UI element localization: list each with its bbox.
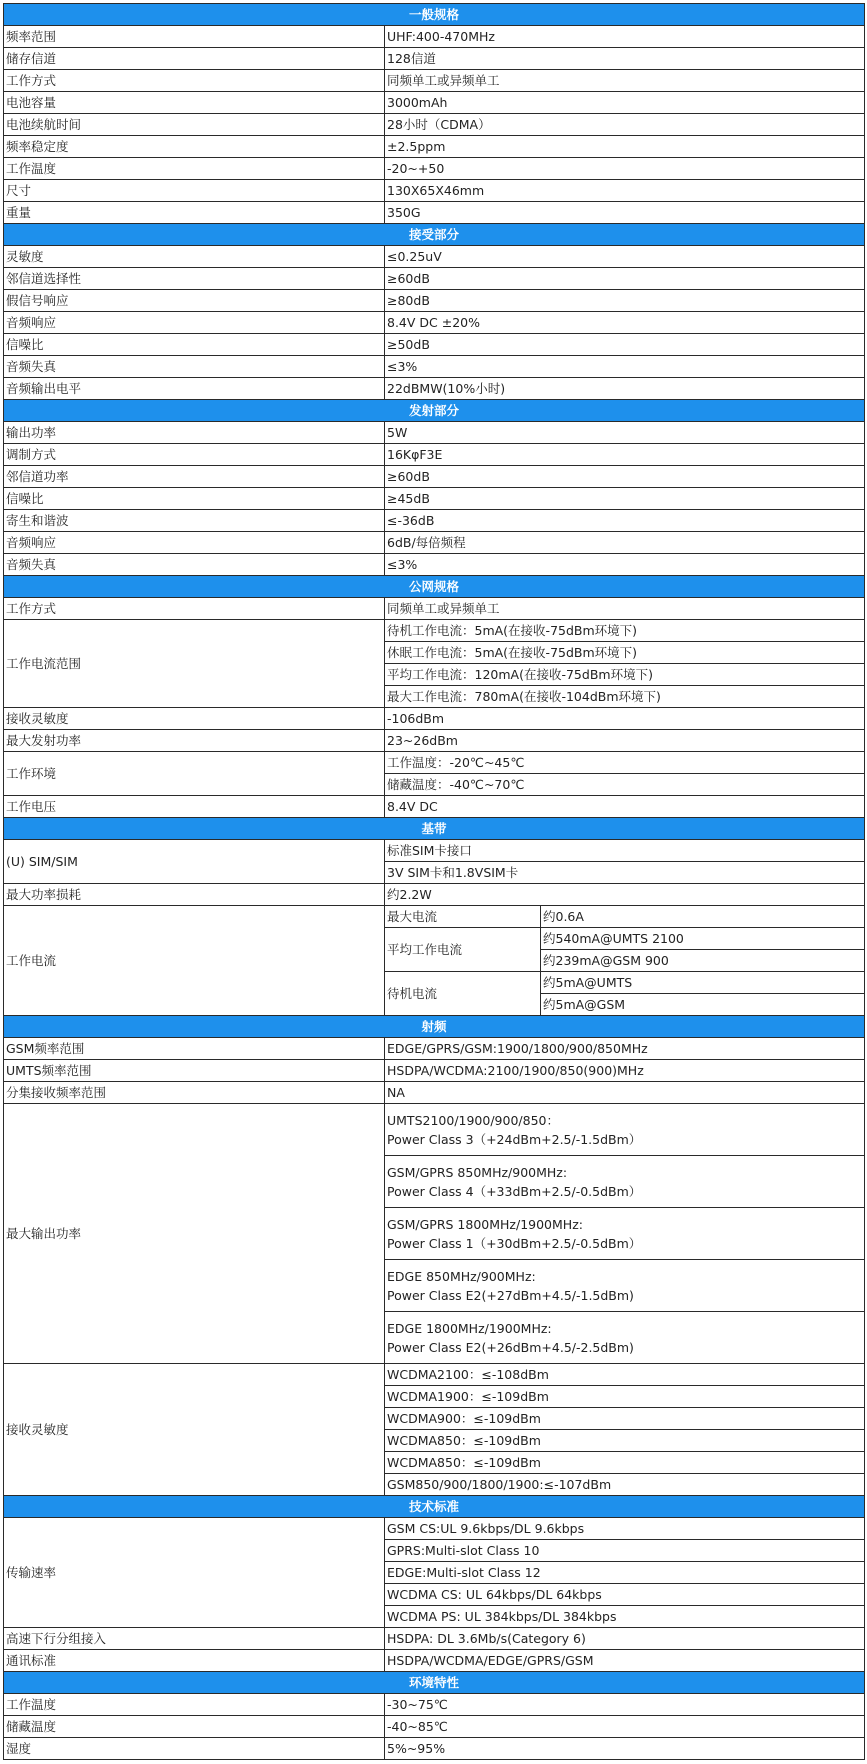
table-row (4, 1694, 865, 1716)
row-value: 约5mA@GSM (541, 994, 865, 1016)
row-value: ≤-36dB (385, 510, 865, 532)
section-row (4, 1672, 865, 1694)
row-value: 约5mA@UMTS (541, 972, 865, 994)
table-row (4, 906, 865, 928)
table-row (4, 752, 865, 774)
row-value: ≥80dB (385, 290, 865, 312)
row-value: 8.4V DC (385, 796, 865, 818)
row-value: EDGE/GPRS/GSM:1900/1800/900/850MHz (385, 1038, 865, 1060)
power-class-cell (385, 1208, 865, 1260)
table-row (4, 246, 865, 268)
table-row (4, 1518, 865, 1540)
power-class-band: GSM/GPRS 850MHz/900MHz: (387, 1164, 568, 1180)
row-value: ≤3% (385, 554, 865, 576)
table-row (4, 312, 865, 334)
row-label: 储存信道 (4, 48, 385, 70)
row-label: 储藏温度 (4, 1716, 385, 1738)
row-value: GSM CS:UL 9.6kbps/DL 9.6kbps (385, 1518, 865, 1540)
row-value: -40~85℃ (385, 1716, 865, 1738)
table-row (4, 730, 865, 752)
table-row (4, 70, 865, 92)
row-label: 湿度 (4, 1738, 385, 1760)
table-row (4, 444, 865, 466)
row-value: 约2.2W (385, 884, 865, 906)
section-row (4, 224, 865, 246)
row-value: WCDMA850：≤-109dBm (385, 1430, 865, 1452)
row-label: 高速下行分组接入 (4, 1628, 385, 1650)
row-label: 信噪比 (4, 488, 385, 510)
table-row (4, 1082, 865, 1104)
power-class-value: Power Class E2(+27dBm+4.5/-1.5dBm) (387, 1287, 634, 1303)
table-row (4, 180, 865, 202)
row-label: 电池容量 (4, 92, 385, 114)
table-row (4, 1038, 865, 1060)
sub-label: 平均工作电流 (385, 928, 541, 972)
row-label: 工作温度 (4, 158, 385, 180)
row-label: 音频响应 (4, 532, 385, 554)
table-row (4, 796, 865, 818)
row-label: 音频失真 (4, 554, 385, 576)
row-label: 假信号响应 (4, 290, 385, 312)
table-row (4, 840, 865, 862)
row-label: 灵敏度 (4, 246, 385, 268)
power-class-cell (385, 1260, 865, 1312)
table-row (4, 136, 865, 158)
row-label: 分集接收频率范围 (4, 1082, 385, 1104)
table-row (4, 488, 865, 510)
row-label: 工作环境 (4, 752, 385, 796)
row-label: 最大发射功率 (4, 730, 385, 752)
row-label: UMTS频率范围 (4, 1060, 385, 1082)
row-value: EDGE:Multi-slot Class 12 (385, 1562, 865, 1584)
row-value: 23~26dBm (385, 730, 865, 752)
row-value: GSM850/900/1800/1900:≤-107dBm (385, 1474, 865, 1496)
table-row (4, 48, 865, 70)
section-header-general: 一般规格 (4, 4, 865, 26)
row-value: ≤0.25uV (385, 246, 865, 268)
section-header-tech: 技术标准 (4, 1496, 865, 1518)
row-value: ±2.5ppm (385, 136, 865, 158)
section-header-rf: 射频 (4, 1016, 865, 1038)
table-row (4, 422, 865, 444)
table-row (4, 1738, 865, 1760)
table-row (4, 1060, 865, 1082)
row-value: 约239mA@GSM 900 (541, 950, 865, 972)
row-label: 传输速率 (4, 1518, 385, 1628)
table-row (4, 532, 865, 554)
section-row (4, 400, 865, 422)
table-row (4, 334, 865, 356)
row-label: 工作电流 (4, 906, 385, 1016)
row-value: HSDPA/WCDMA/EDGE/GPRS/GSM (385, 1650, 865, 1672)
power-class-value: Power Class 1（+30dBm+2.5/-0.5dBm） (387, 1235, 642, 1251)
row-value: HSDPA/WCDMA:2100/1900/850(900)MHz (385, 1060, 865, 1082)
row-label: 工作电压 (4, 796, 385, 818)
power-class-cell (385, 1104, 865, 1156)
row-label: 尺寸 (4, 180, 385, 202)
row-value: 28小时（CDMA） (385, 114, 865, 136)
section-header-env: 环境特性 (4, 1672, 865, 1694)
section-row (4, 576, 865, 598)
row-label: (U) SIM/SIM (4, 840, 385, 884)
sub-label: 最大电流 (385, 906, 541, 928)
row-value: WCDMA1900：≤-109dBm (385, 1386, 865, 1408)
sub-label: 待机电流 (385, 972, 541, 1016)
row-value: GPRS:Multi-slot Class 10 (385, 1540, 865, 1562)
row-value: ≥60dB (385, 466, 865, 488)
row-value: 工作温度：-20℃~45℃ (385, 752, 865, 774)
table-row (4, 1364, 865, 1386)
row-value: WCDMA2100：≤-108dBm (385, 1364, 865, 1386)
row-value: 5%~95% (385, 1738, 865, 1760)
row-value: 同频单工或异频单工 (385, 70, 865, 92)
row-value: ≥45dB (385, 488, 865, 510)
power-class-cell (385, 1156, 865, 1208)
row-value: 130X65X46mm (385, 180, 865, 202)
table-row (4, 158, 865, 180)
row-label: 电池续航时间 (4, 114, 385, 136)
row-label: 工作电流范围 (4, 620, 385, 708)
row-label: 调制方式 (4, 444, 385, 466)
row-label: 通讯标准 (4, 1650, 385, 1672)
table-row (4, 92, 865, 114)
row-value: 储藏温度：-40℃~70℃ (385, 774, 865, 796)
power-class-band: UMTS2100/1900/900/850： (387, 1112, 559, 1128)
row-value: 350G (385, 202, 865, 224)
row-label: 频率稳定度 (4, 136, 385, 158)
row-label: 工作方式 (4, 70, 385, 92)
row-value: 约540mA@UMTS 2100 (541, 928, 865, 950)
row-label: 邻信道功率 (4, 466, 385, 488)
table-row (4, 356, 865, 378)
table-row (4, 268, 865, 290)
table-row (4, 598, 865, 620)
row-label: 邻信道选择性 (4, 268, 385, 290)
spec-table (3, 3, 865, 1760)
power-class-value: Power Class 3（+24dBm+2.5/-1.5dBm） (387, 1131, 642, 1147)
row-value: 3000mAh (385, 92, 865, 114)
power-class-band: GSM/GPRS 1800MHz/1900MHz: (387, 1216, 583, 1232)
power-class-value: Power Class 4（+33dBm+2.5/-0.5dBm） (387, 1183, 642, 1199)
row-value: 休眠工作电流：5mA(在接收-75dBm环境下) (385, 642, 865, 664)
row-value: -20~+50 (385, 158, 865, 180)
row-label: GSM频率范围 (4, 1038, 385, 1060)
row-value: 约0.6A (541, 906, 865, 928)
row-value: 6dB/每倍频程 (385, 532, 865, 554)
row-value: NA (385, 1082, 865, 1104)
row-value: WCDMA850：≤-109dBm (385, 1452, 865, 1474)
row-label: 频率范围 (4, 26, 385, 48)
row-value: 3V SIM卡和1.8VSIM卡 (385, 862, 865, 884)
row-value: 待机工作电流：5mA(在接收-75dBm环境下) (385, 620, 865, 642)
row-value: 最大工作电流：780mA(在接收-104dBm环境下) (385, 686, 865, 708)
row-value: 22dBMW(10%小时) (385, 378, 865, 400)
row-label: 音频响应 (4, 312, 385, 334)
section-header-baseband: 基带 (4, 818, 865, 840)
row-label: 寄生和谐波 (4, 510, 385, 532)
row-label: 音频失真 (4, 356, 385, 378)
power-class-band: EDGE 1800MHz/1900MHz: (387, 1320, 552, 1336)
table-row (4, 884, 865, 906)
row-label: 工作温度 (4, 1694, 385, 1716)
row-label: 接收灵敏度 (4, 1364, 385, 1496)
power-class-cell (385, 1312, 865, 1364)
section-header-receive: 接受部分 (4, 224, 865, 246)
row-value: 同频单工或异频单工 (385, 598, 865, 620)
row-value: 标准SIM卡接口 (385, 840, 865, 862)
table-row (4, 26, 865, 48)
row-value: 平均工作电流：120mA(在接收-75dBm环境下) (385, 664, 865, 686)
section-row (4, 1016, 865, 1038)
row-value: ≤3% (385, 356, 865, 378)
row-label: 信噪比 (4, 334, 385, 356)
table-row (4, 114, 865, 136)
row-label: 输出功率 (4, 422, 385, 444)
table-row (4, 554, 865, 576)
row-value: HSDPA: DL 3.6Mb/s(Category 6) (385, 1628, 865, 1650)
table-row (4, 1716, 865, 1738)
row-label: 最大输出功率 (4, 1104, 385, 1364)
table-row (4, 290, 865, 312)
table-row (4, 1628, 865, 1650)
table-row (4, 1104, 865, 1156)
section-row (4, 4, 865, 26)
row-value: WCDMA PS: UL 384kbps/DL 384kbps (385, 1606, 865, 1628)
row-label: 工作方式 (4, 598, 385, 620)
row-value: WCDMA900：≤-109dBm (385, 1408, 865, 1430)
table-row (4, 202, 865, 224)
section-row (4, 818, 865, 840)
row-value: ≥50dB (385, 334, 865, 356)
row-value: 5W (385, 422, 865, 444)
table-row (4, 466, 865, 488)
row-value: WCDMA CS: UL 64kbps/DL 64kbps (385, 1584, 865, 1606)
row-label: 最大功率损耗 (4, 884, 385, 906)
row-value: -30~75℃ (385, 1694, 865, 1716)
section-header-public-net: 公网规格 (4, 576, 865, 598)
row-label: 接收灵敏度 (4, 708, 385, 730)
row-value: 8.4V DC ±20% (385, 312, 865, 334)
row-label: 音频输出电平 (4, 378, 385, 400)
row-value: ≥60dB (385, 268, 865, 290)
power-class-band: EDGE 850MHz/900MHz: (387, 1268, 536, 1284)
row-value: 16KφF3E (385, 444, 865, 466)
table-row (4, 708, 865, 730)
row-value: UHF:400-470MHz (385, 26, 865, 48)
table-row (4, 1650, 865, 1672)
section-row (4, 1496, 865, 1518)
row-value: -106dBm (385, 708, 865, 730)
row-label: 重量 (4, 202, 385, 224)
table-row (4, 378, 865, 400)
table-row (4, 620, 865, 642)
power-class-value: Power Class E2(+26dBm+4.5/-2.5dBm) (387, 1339, 634, 1355)
section-header-transmit: 发射部分 (4, 400, 865, 422)
row-value: 128信道 (385, 48, 865, 70)
table-row (4, 510, 865, 532)
